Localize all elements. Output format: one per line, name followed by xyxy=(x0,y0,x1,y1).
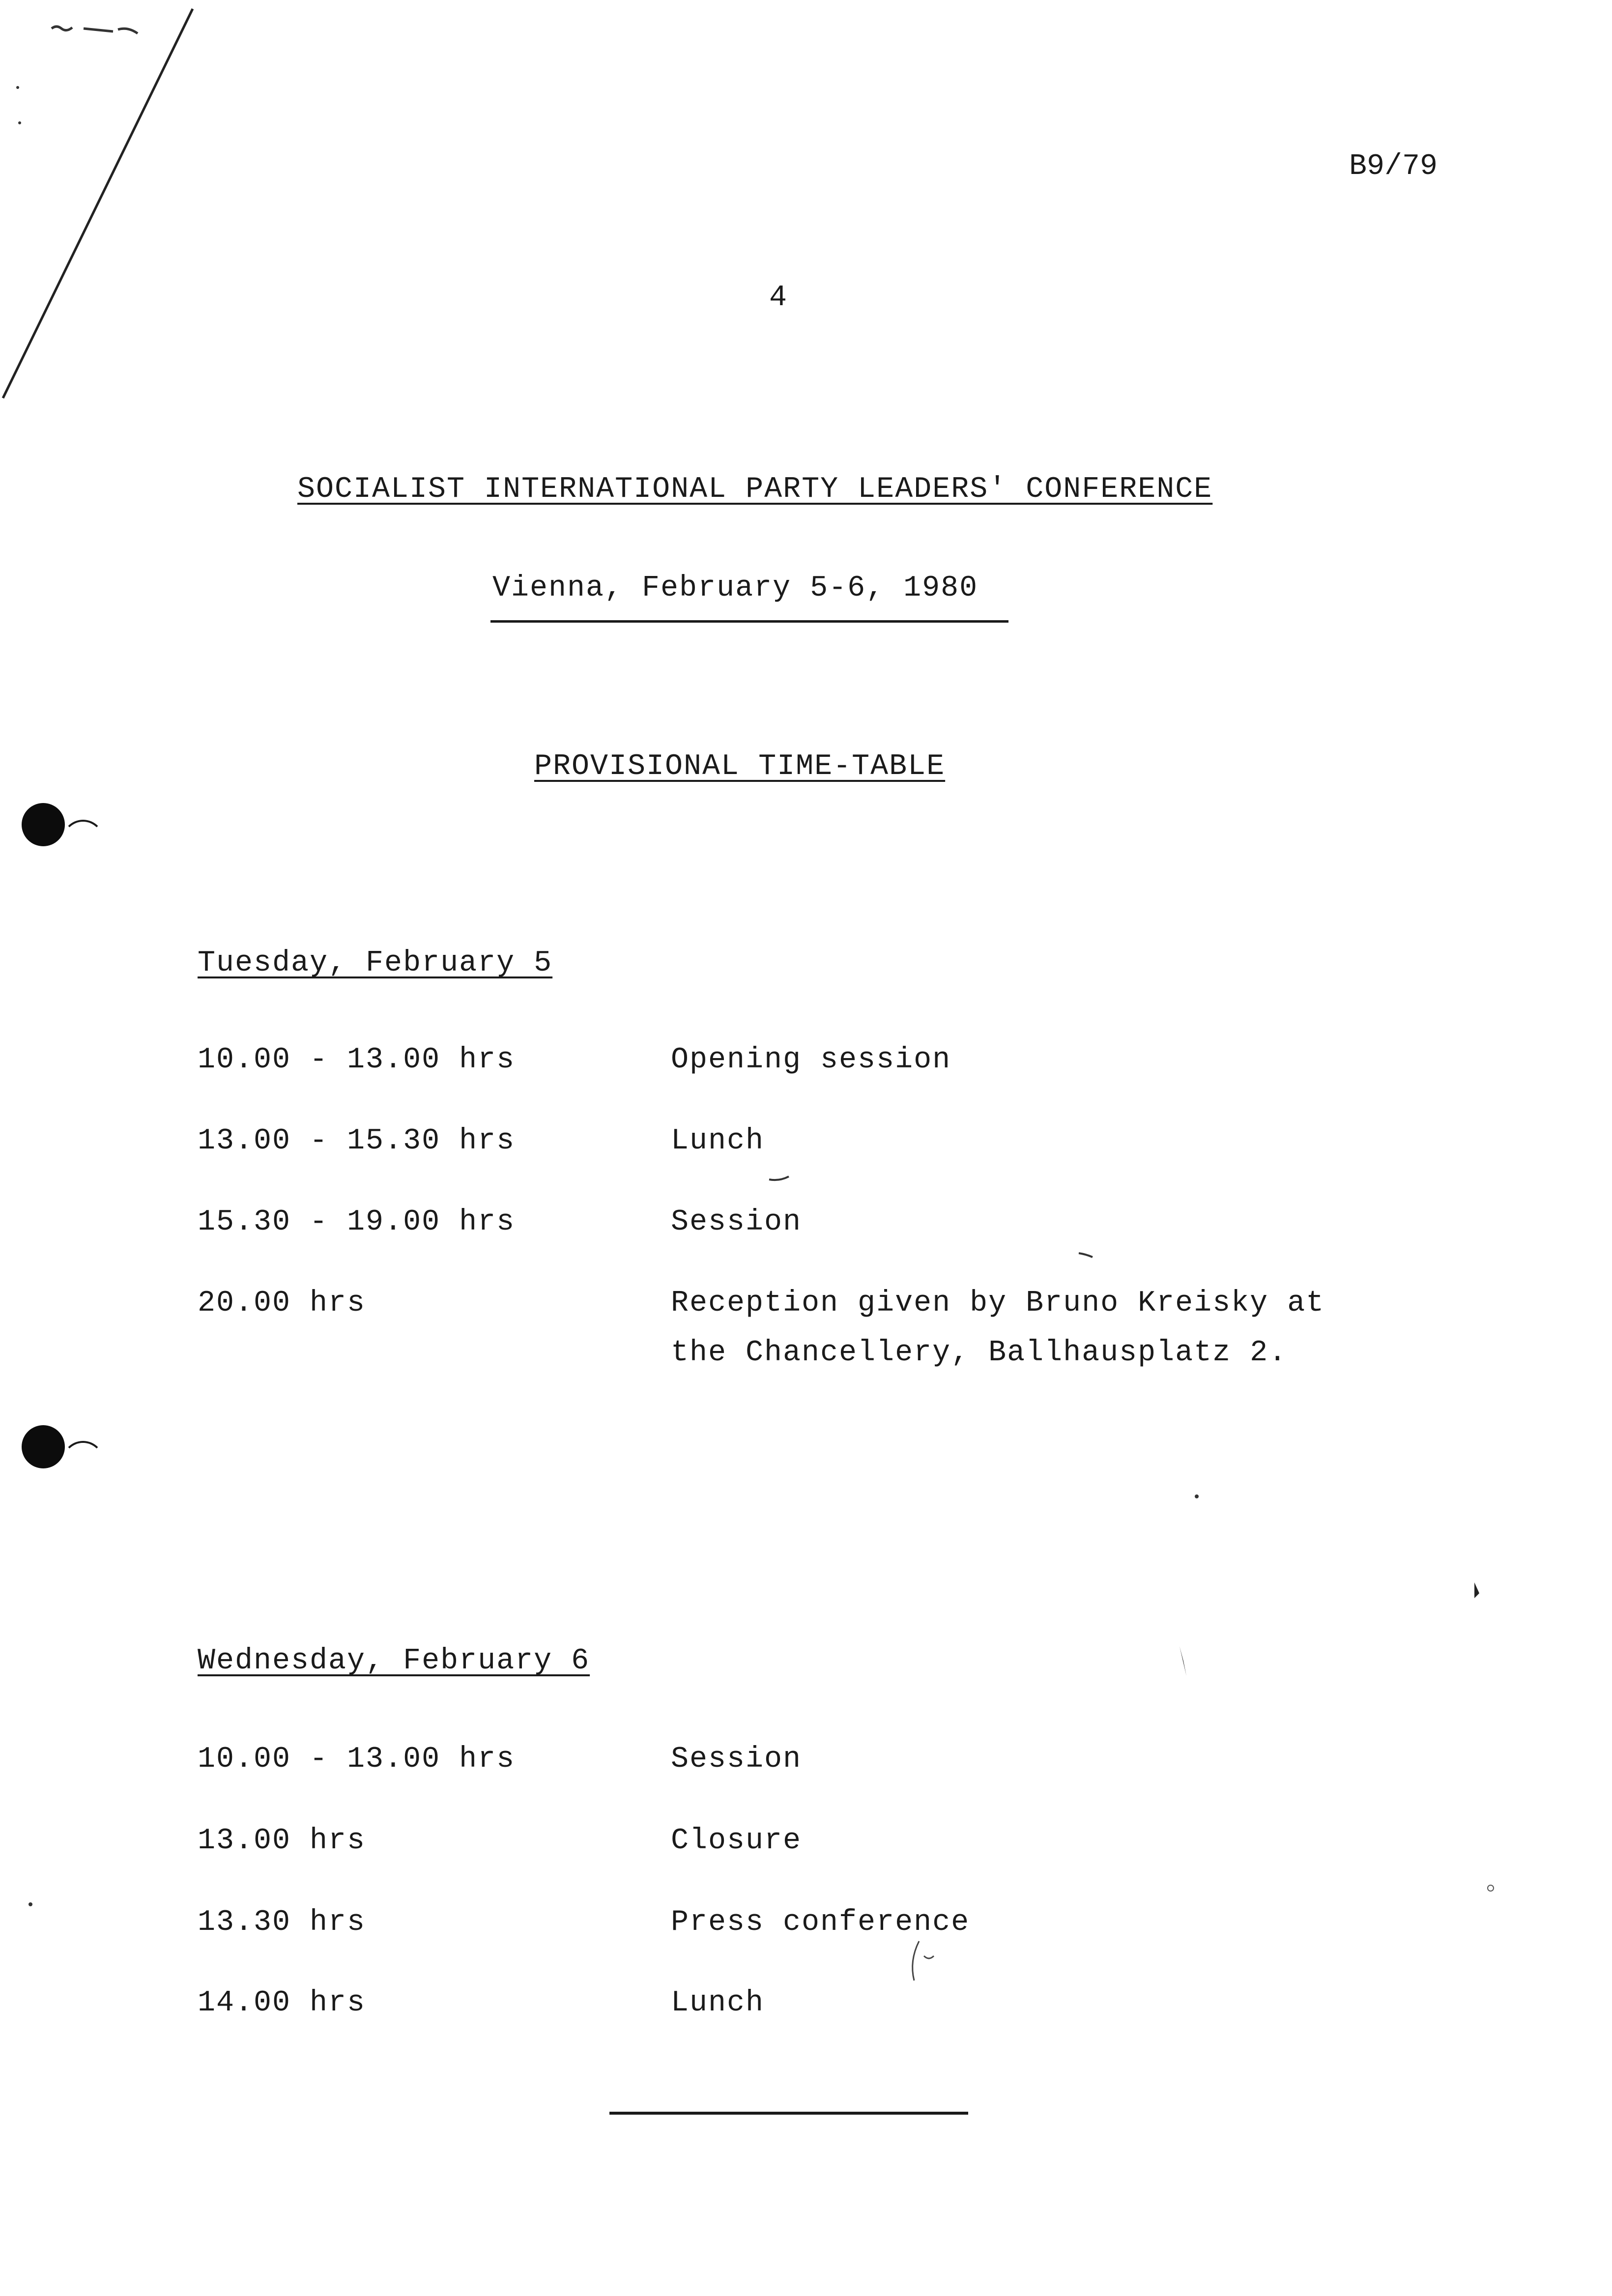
schedule-time: 15.30 - 19.00 hrs xyxy=(198,1205,516,1239)
day-heading-wednesday: Wednesday, February 6 xyxy=(198,1644,590,1678)
schedule-event: Closure xyxy=(671,1824,802,1858)
schedule-time: 20.00 hrs xyxy=(198,1287,366,1320)
schedule-event-continuation: the Chancellery, Ballhausplatz 2. xyxy=(671,1336,1288,1370)
schedule-event: Press conference xyxy=(671,1906,970,1939)
page-number: 4 xyxy=(769,281,787,315)
schedule-event: Lunch xyxy=(671,1124,765,1158)
schedule-event: Session xyxy=(671,1205,802,1239)
schedule-event: Session xyxy=(671,1743,802,1776)
schedule-event: Opening session xyxy=(671,1043,951,1077)
schedule-time: 13.30 hrs xyxy=(198,1906,366,1939)
schedule-event: Lunch xyxy=(671,1986,765,2020)
schedule-time: 13.00 hrs xyxy=(198,1824,366,1858)
schedule-event: Reception given by Bruno Kreisky at xyxy=(671,1287,1325,1320)
conference-title: SOCIALIST INTERNATIONAL PARTY LEADERS' CONFERENCE xyxy=(297,473,1213,506)
day-heading-tuesday: Tuesday, February 5 xyxy=(198,947,553,980)
schedule-time: 14.00 hrs xyxy=(198,1986,366,2020)
schedule-time: 10.00 - 13.00 hrs xyxy=(198,1743,516,1776)
schedule-time: 13.00 - 15.30 hrs xyxy=(198,1124,516,1158)
conference-location-date: Vienna, February 5-6, 1980 xyxy=(492,572,979,605)
document-reference-number: B9/79 xyxy=(1349,150,1438,183)
timetable-heading: PROVISIONAL TIME-TABLE xyxy=(534,750,946,783)
schedule-time: 10.00 - 13.00 hrs xyxy=(198,1043,516,1077)
